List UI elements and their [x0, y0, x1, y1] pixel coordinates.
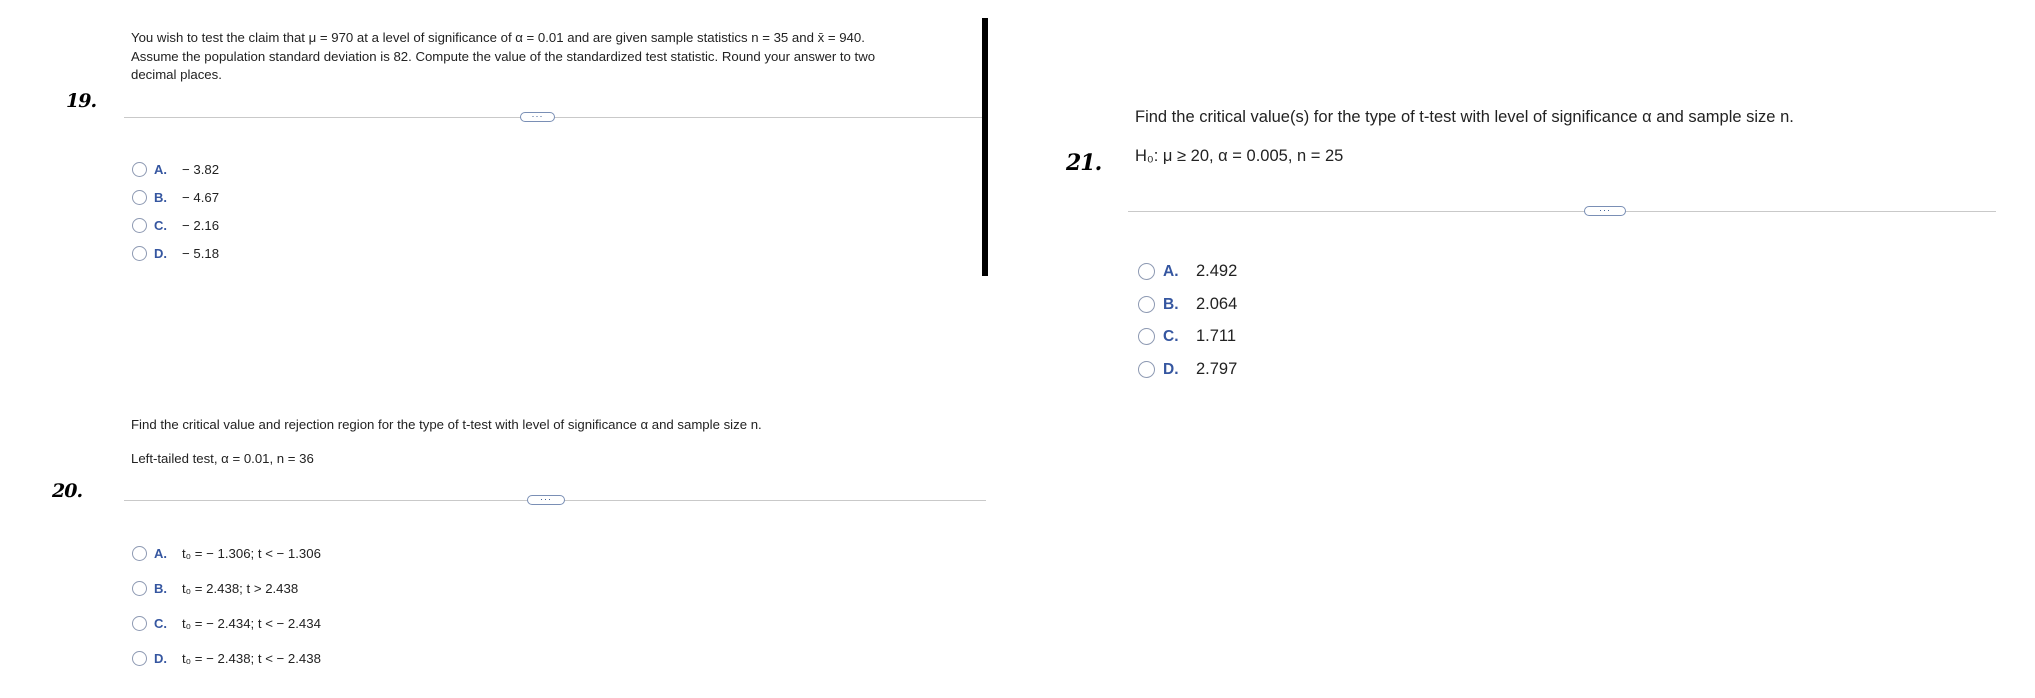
radio-button-icon[interactable] — [132, 218, 147, 233]
question-21-more-button[interactable] — [1584, 206, 1626, 216]
option-letter: C. — [1163, 327, 1179, 345]
question-19-option-b[interactable] — [132, 190, 219, 205]
radio-button-icon[interactable] — [1138, 296, 1155, 313]
question-19-option-a[interactable] — [132, 162, 219, 177]
radio-button-icon[interactable] — [1138, 328, 1155, 345]
radio-button-icon[interactable] — [132, 162, 147, 177]
question-19-text — [131, 29, 991, 85]
option-value: − 2.16 — [182, 218, 220, 233]
option-value: t₀ = − 1.306; t < − 1.306 — [182, 546, 321, 561]
radio-button-icon[interactable] — [132, 190, 147, 205]
question-21-option-a[interactable] — [1138, 262, 1237, 281]
option-value: t₀ = 2.438; t > 2.438 — [182, 581, 299, 596]
question-19-more-button[interactable] — [520, 112, 555, 122]
radio-button-icon[interactable] — [132, 546, 147, 561]
option-value: 2.064 — [1196, 295, 1238, 313]
option-letter: C. — [154, 616, 167, 631]
option-value: − 5.18 — [182, 246, 220, 261]
handwritten-question-number-20: 20. — [52, 480, 83, 502]
question-21-option-c[interactable] — [1138, 327, 1236, 346]
ellipsis-icon: ··· — [531, 110, 544, 121]
radio-button-icon[interactable] — [1138, 263, 1155, 280]
option-letter: D. — [1163, 360, 1179, 378]
radio-button-icon[interactable] — [132, 581, 147, 596]
question-20-option-b[interactable] — [132, 581, 298, 596]
question-20-option-a[interactable] — [132, 546, 321, 561]
question-20-instruction: Find the critical value and rejection region for the type of t-test with level of significance α and sample size n. — [131, 417, 762, 432]
handwritten-question-number-21: 21. — [1066, 150, 1102, 176]
option-letter: A. — [1163, 262, 1179, 280]
question-19-option-d[interactable] — [132, 246, 219, 261]
radio-button-icon[interactable] — [132, 616, 147, 631]
question-20-condition: Left-tailed test, α = 0.01, n = 36 — [131, 451, 314, 466]
question-21-divider — [1128, 211, 1996, 212]
radio-button-icon[interactable] — [132, 651, 147, 666]
option-letter: A. — [154, 546, 167, 561]
ellipsis-icon: ··· — [540, 493, 552, 504]
option-value: 2.797 — [1196, 360, 1238, 378]
ellipsis-icon: ··· — [1599, 204, 1611, 215]
radio-button-icon[interactable] — [1138, 361, 1155, 378]
option-letter: C. — [154, 218, 167, 233]
question-20-option-d[interactable] — [132, 651, 321, 666]
question-19-option-c[interactable] — [132, 218, 219, 233]
radio-button-icon[interactable] — [132, 246, 147, 261]
option-value: 2.492 — [1196, 262, 1238, 280]
option-letter: B. — [154, 190, 167, 205]
question-20-more-button[interactable] — [527, 495, 565, 505]
option-letter: D. — [154, 651, 167, 666]
option-letter: B. — [1163, 295, 1179, 313]
vertical-black-bar — [982, 18, 988, 276]
handwritten-question-number-19: 19. — [66, 90, 97, 112]
question-19-line-3: decimal places. — [131, 67, 222, 82]
option-value: 1.711 — [1196, 327, 1237, 345]
option-value: t₀ = − 2.438; t < − 2.438 — [182, 651, 321, 666]
option-letter: D. — [154, 246, 167, 261]
question-19-line-1: You wish to test the claim that μ = 970 at a level of significance of α = 0.01 and are given sample statistics n = 35 and x̄ = 940. — [131, 30, 865, 45]
option-letter: A. — [154, 162, 167, 177]
option-value: − 3.82 — [182, 162, 220, 177]
question-19-line-2: Assume the population standard deviation is 82. Compute the value of the standardized test statistic. Round your answer to two — [131, 48, 876, 64]
option-letter: B. — [154, 581, 167, 596]
question-21-instruction: Find the critical value(s) for the type of t-test with level of significance α and sample size n. — [1135, 108, 1794, 126]
question-21-option-b[interactable] — [1138, 295, 1237, 314]
option-value: t₀ = − 2.434; t < − 2.434 — [182, 616, 321, 631]
option-value: − 4.67 — [182, 190, 220, 205]
question-21-option-d[interactable] — [1138, 360, 1237, 379]
question-21-hypothesis: H₀: μ ≥ 20, α = 0.005, n = 25 — [1135, 147, 1344, 165]
question-20-option-c[interactable] — [132, 616, 321, 631]
